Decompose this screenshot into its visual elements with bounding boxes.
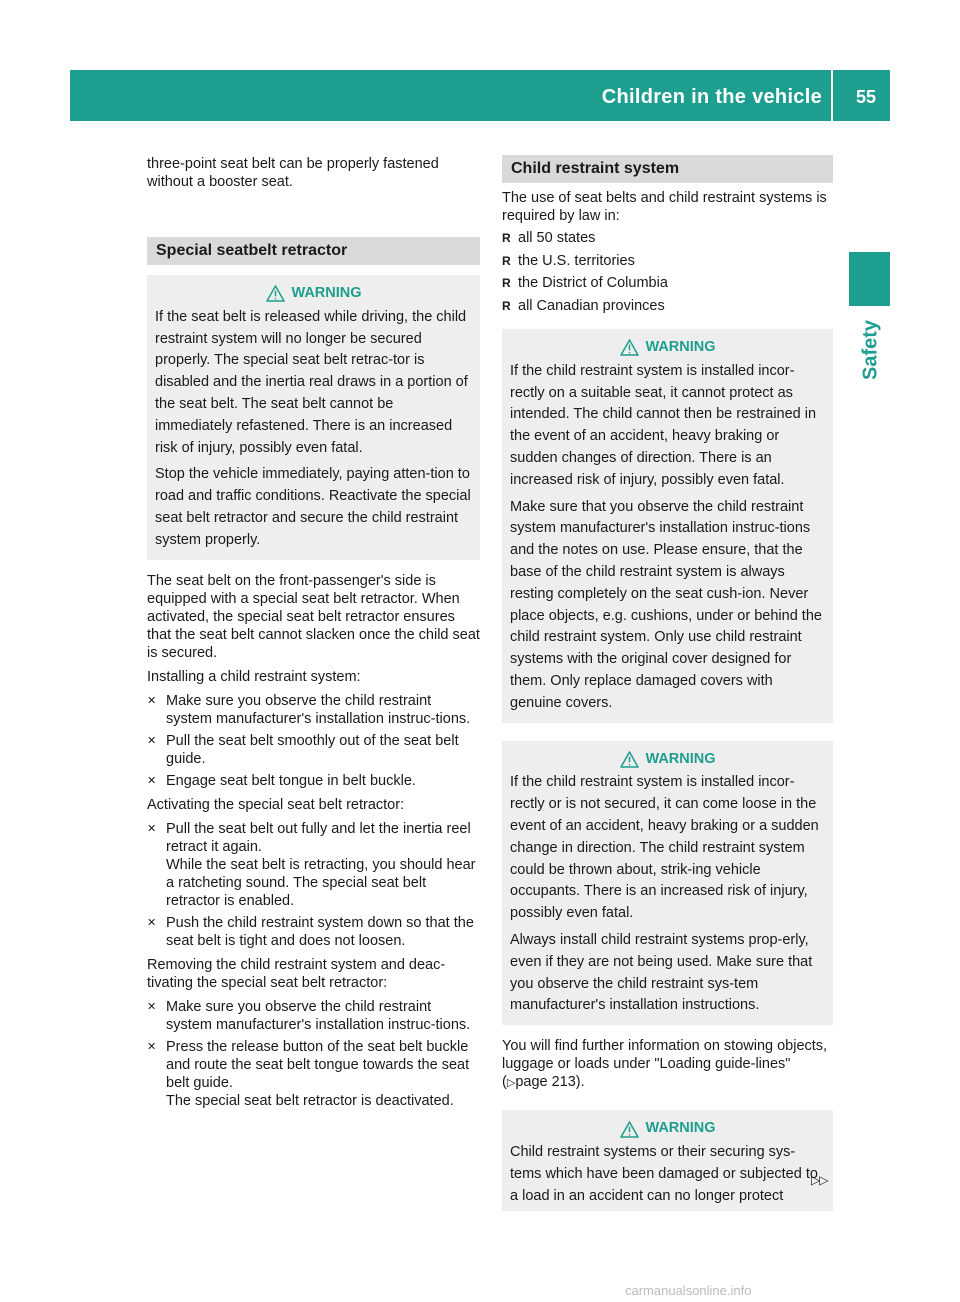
step-group-intro: Removing the child restraint system and deac-tivating the special seat belt retractor:	[147, 956, 446, 991]
warning-text: Child restraint systems or their securing sys-tems which have been damaged or subjected to a load in an accident can no longer protect	[510, 1143, 818, 1204]
step-text: Press the release button of the seat belt buckle and route the seat belt tongue towards the seat belt guide.	[166, 1038, 470, 1091]
step-text: Make sure you observe the child restraint system manufacturer's installation instruc-tions.	[166, 998, 471, 1033]
warning-text: If the child restraint system is installed incor-rectly on a suitable seat, it cannot protect as intended. The child cannot then be restrained in the event of an accident, heavy braking or sudden changes of direction. There is an increased risk of injury, possibly even fatal.	[510, 362, 817, 488]
warning-header	[510, 749, 826, 771]
step-text: Engage seat belt tongue in belt buckle.	[166, 772, 416, 789]
warning-header	[155, 283, 473, 305]
step-arrow-icon: ✕	[147, 1040, 157, 1053]
instruction-step	[147, 1038, 480, 1110]
instruction-step	[147, 692, 480, 728]
instruction-step	[147, 998, 480, 1034]
cross-reference-text	[502, 1037, 833, 1092]
warning-triangle-icon	[620, 339, 639, 356]
warning-triangle-icon	[620, 1121, 639, 1138]
list-item-text: all 50 states	[518, 230, 596, 246]
cross-reference-lead: You will find further information on stowing objects, luggage or loads under "Loading guide-lines" (	[502, 1038, 828, 1091]
body-text: The use of seat belts and child restraint systems is required by law in:	[502, 190, 827, 224]
step-note: The special seat belt retractor is deactivated.	[166, 1092, 454, 1109]
side-tab-label	[852, 317, 890, 383]
warning-label: WARNING	[291, 285, 362, 301]
warning-box-retractor	[147, 275, 480, 560]
header-divider	[831, 70, 833, 121]
list-item-text: the U.S. territories	[518, 252, 635, 269]
step-text: Pull the seat belt smoothly out of the seat belt guide.	[166, 732, 459, 767]
step-arrow-icon: ✕	[147, 734, 157, 747]
warning-box-damaged	[502, 1110, 833, 1211]
warning-box-installation	[502, 329, 833, 723]
page-ref-arrow-icon: ▷	[506, 1077, 516, 1090]
bullet-r-icon: R	[502, 231, 511, 245]
step-text: Pull the seat belt out fully and let the inertia reel retract it again.	[166, 820, 471, 855]
list-item-text: all Canadian provinces	[518, 297, 665, 314]
side-tab-text: Safety	[859, 319, 882, 381]
step-arrow-icon: ✕	[147, 774, 157, 787]
warning-label: WARNING	[645, 339, 716, 355]
warning-text: Always install child restraint systems prop-erly, even if they are not being used. Make sure that you observe the child restraint sys-tem manufacturer's installation instructions.	[510, 931, 813, 1014]
warning-header	[510, 337, 826, 359]
right-column	[502, 155, 833, 1223]
list-item	[502, 250, 833, 273]
side-tab-block	[849, 252, 890, 306]
instruction-step	[147, 820, 480, 910]
instruction-step	[147, 914, 480, 950]
step-arrow-icon: ✕	[147, 694, 157, 707]
step-note: While the seat belt is retracting, you should hear a ratcheting sound. The special seat belt retractor is enabled.	[166, 856, 476, 909]
instruction-step	[147, 772, 480, 790]
warning-header	[510, 1118, 826, 1140]
step-arrow-icon: ✕	[147, 1000, 157, 1013]
jurisdiction-list	[502, 227, 833, 317]
body-text: The seat belt on the front-passenger's side is equipped with a special seat belt retractor. When activated, the special seat belt retractor ensures that the seat belt cannot slacken once the child seat is secured.	[147, 572, 480, 661]
warning-label: WARNING	[645, 1120, 716, 1137]
list-item	[502, 272, 833, 295]
list-item	[502, 227, 833, 250]
list-item	[502, 295, 833, 318]
step-group-intro: Installing a child restraint system:	[147, 668, 361, 685]
warning-triangle-icon	[620, 751, 639, 768]
warning-text: Make sure that you observe the child restraint system manufacturer's installation instruc-tions and the notes on use. Please ensure, that the base of the child restraint system is always resting completely on the seat cush-ion. Never place objects, e.g. cushions, under or behind the child restraint system. Only use child restraint systems with the original cover designed for them. Only replace damaged covers with genuine covers.	[510, 498, 822, 711]
step-text: Make sure you observe the child restraint system manufacturer's installation instruc-tions.	[166, 692, 471, 727]
warning-text: If the seat belt is released while driving, the child restraint system will no longer be secured properly. The special seat belt retrac-tor is disabled and the inertia real draws in a portion of the seat belt. The seat belt cannot be immediately refastened. There is an increased risk of injury, possibly even fatal.	[155, 308, 468, 456]
step-arrow-icon: ✕	[147, 822, 157, 835]
left-column	[147, 155, 480, 1114]
step-arrow-icon: ✕	[147, 916, 157, 929]
instruction-step	[147, 732, 480, 768]
bullet-r-icon: R	[502, 298, 511, 313]
page-reference-link[interactable]: page 213).	[515, 1074, 585, 1091]
warning-label: WARNING	[645, 750, 716, 767]
step-group-intro: Activating the special seat belt retractor:	[147, 796, 405, 813]
warning-box-securing	[502, 741, 833, 1026]
intro-text: three-point seat belt can be properly fastened without a booster seat.	[147, 156, 439, 190]
warning-text: If the child restraint system is installed incor-rectly or is not secured, it can come loose in the event of an accident, heavy braking or a sudden change in direction. The child restraint system could be thrown about, strik-ing vehicle occupants. There is an increased risk of injury, possibly even fatal.	[510, 774, 819, 922]
section-heading-retractor: Special seatbelt retractor	[147, 237, 480, 265]
warning-triangle-icon	[266, 285, 285, 302]
warning-text: Stop the vehicle immediately, paying atten-tion to road and traffic conditions. Reactivate the special seat belt retractor and secure the child restraint system properly.	[155, 466, 471, 548]
page-number: 55	[855, 87, 876, 107]
section-heading-child-restraint: Child restraint system	[502, 155, 833, 183]
watermark: carmanualsonline.info	[625, 1283, 752, 1298]
continue-arrow-icon: ▷▷	[811, 1173, 828, 1187]
bullet-r-icon: R	[502, 253, 511, 268]
list-item-text: the District of Columbia	[518, 275, 668, 291]
chapter-title: Children in the vehicle	[601, 86, 822, 108]
bullet-r-icon: R	[502, 276, 511, 290]
header-bar	[70, 70, 890, 121]
step-text: Push the child restraint system down so that the seat belt is tight and does not loosen.	[166, 914, 474, 949]
